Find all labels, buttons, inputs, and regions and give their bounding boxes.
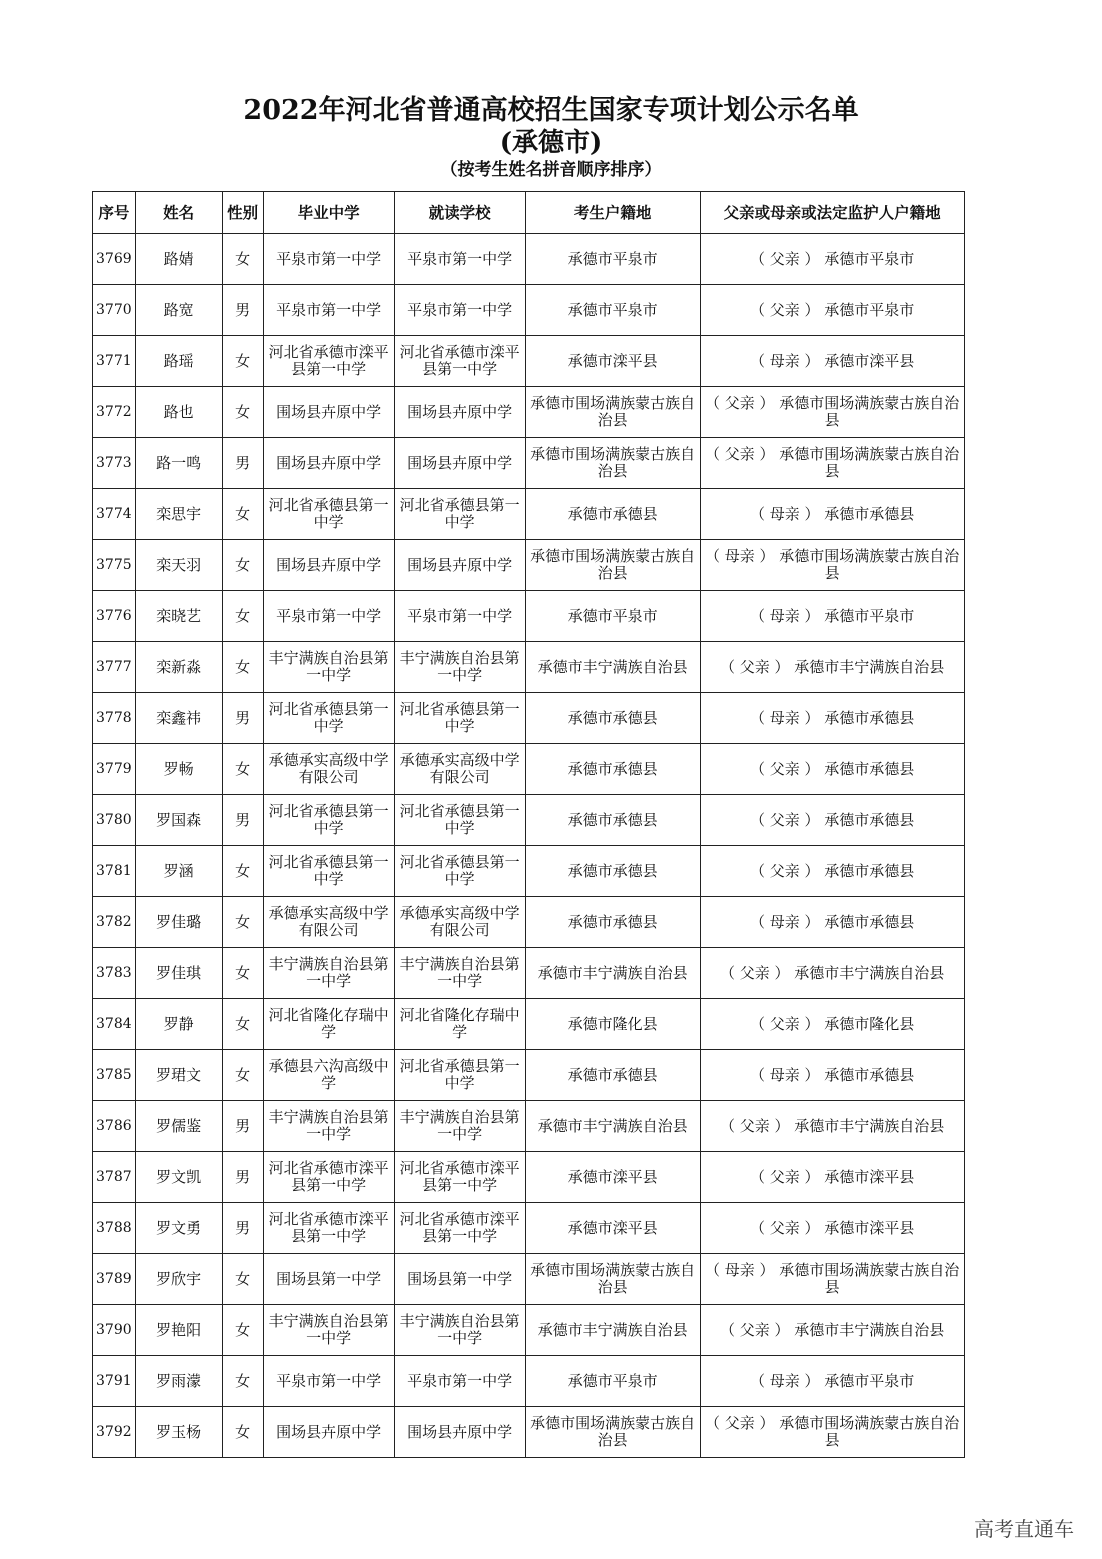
- table-row: [93, 744, 965, 795]
- cell-seq: 3788: [93, 1203, 136, 1254]
- cell-parent-hukou: （ 父亲 ） 承德市滦平县: [700, 1203, 964, 1254]
- cell-parent-hukou: （ 父亲 ） 承德市平泉市: [700, 234, 964, 285]
- cell-seq: 3773: [93, 438, 136, 489]
- cell-current-school: 平泉市第一中学: [394, 591, 525, 642]
- table-row: [93, 591, 965, 642]
- cell-hukou: 承德市丰宁满族自治县: [525, 948, 700, 999]
- cell-current-school: 围场县卉原中学: [394, 387, 525, 438]
- cell-name: 罗艳阳: [135, 1305, 222, 1356]
- cell-graduated-school: 丰宁满族自治县第一中学: [263, 948, 394, 999]
- cell-graduated-school: 河北省承德市滦平县第一中学: [263, 336, 394, 387]
- cell-parent-hukou: （ 父亲 ） 承德市围场满族蒙古族自治县: [700, 438, 964, 489]
- cell-gender: 女: [222, 489, 263, 540]
- cell-parent-hukou: （ 父亲 ） 承德市平泉市: [700, 285, 964, 336]
- header-gender: 性别: [222, 192, 263, 234]
- cell-current-school: 河北省承德县第一中学: [394, 693, 525, 744]
- cell-current-school: 河北省承德市滦平县第一中学: [394, 1203, 525, 1254]
- cell-name: 罗欣宇: [135, 1254, 222, 1305]
- cell-name: 罗文凯: [135, 1152, 222, 1203]
- table-row: [93, 438, 965, 489]
- cell-current-school: 丰宁满族自治县第一中学: [394, 1305, 525, 1356]
- cell-current-school: 围场县第一中学: [394, 1254, 525, 1305]
- cell-hukou: 承德市承德县: [525, 693, 700, 744]
- cell-current-school: 承德承实高级中学有限公司: [394, 897, 525, 948]
- table-row: [93, 795, 965, 846]
- cell-parent-hukou: （ 父亲 ） 承德市丰宁满族自治县: [700, 642, 964, 693]
- cell-name: 罗珺文: [135, 1050, 222, 1101]
- cell-seq: 3776: [93, 591, 136, 642]
- cell-current-school: 承德承实高级中学有限公司: [394, 744, 525, 795]
- cell-graduated-school: 平泉市第一中学: [263, 591, 394, 642]
- cell-seq: 3782: [93, 897, 136, 948]
- cell-name: 罗畅: [135, 744, 222, 795]
- cell-parent-hukou: （ 父亲 ） 承德市丰宁满族自治县: [700, 1305, 964, 1356]
- header-hukou: 考生户籍地: [525, 192, 700, 234]
- cell-seq: 3785: [93, 1050, 136, 1101]
- cell-hukou: 承德市承德县: [525, 489, 700, 540]
- cell-gender: 男: [222, 795, 263, 846]
- cell-parent-hukou: （ 母亲 ） 承德市滦平县: [700, 336, 964, 387]
- cell-parent-hukou: （ 父亲 ） 承德市隆化县: [700, 999, 964, 1050]
- cell-current-school: 丰宁满族自治县第一中学: [394, 642, 525, 693]
- cell-seq: 3780: [93, 795, 136, 846]
- cell-gender: 女: [222, 1407, 263, 1458]
- cell-hukou: 承德市丰宁满族自治县: [525, 642, 700, 693]
- cell-graduated-school: 丰宁满族自治县第一中学: [263, 1305, 394, 1356]
- header-current-school: 就读学校: [394, 192, 525, 234]
- header-name: 姓名: [135, 192, 222, 234]
- cell-gender: 男: [222, 1203, 263, 1254]
- cell-seq: 3783: [93, 948, 136, 999]
- cell-hukou: 承德市围场满族蒙古族自治县: [525, 540, 700, 591]
- cell-gender: 女: [222, 846, 263, 897]
- cell-current-school: 河北省承德市滦平县第一中学: [394, 336, 525, 387]
- cell-hukou: 承德市承德县: [525, 897, 700, 948]
- cell-name: 罗涵: [135, 846, 222, 897]
- watermark-footer: 高考直通车: [974, 1517, 1074, 1541]
- cell-name: 栾鑫祎: [135, 693, 222, 744]
- table-row: [93, 999, 965, 1050]
- cell-current-school: 河北省承德县第一中学: [394, 795, 525, 846]
- cell-graduated-school: 河北省承德县第一中学: [263, 795, 394, 846]
- cell-name: 罗雨濛: [135, 1356, 222, 1407]
- cell-seq: 3789: [93, 1254, 136, 1305]
- cell-seq: 3774: [93, 489, 136, 540]
- cell-hukou: 承德市围场满族蒙古族自治县: [525, 387, 700, 438]
- cell-graduated-school: 河北省隆化存瑞中学: [263, 999, 394, 1050]
- cell-parent-hukou: （ 母亲 ） 承德市承德县: [700, 489, 964, 540]
- cell-seq: 3771: [93, 336, 136, 387]
- cell-graduated-school: 围场县卉原中学: [263, 387, 394, 438]
- cell-seq: 3769: [93, 234, 136, 285]
- cell-hukou: 承德市平泉市: [525, 1356, 700, 1407]
- cell-graduated-school: 河北省承德市滦平县第一中学: [263, 1203, 394, 1254]
- cell-parent-hukou: （ 父亲 ） 承德市承德县: [700, 795, 964, 846]
- cell-gender: 女: [222, 642, 263, 693]
- cell-graduated-school: 平泉市第一中学: [263, 1356, 394, 1407]
- document-title: 2022年河北省普通高校招生国家专项计划公示名单: [243, 95, 859, 126]
- cell-gender: 女: [222, 897, 263, 948]
- header-seq: 序号: [93, 192, 136, 234]
- cell-graduated-school: 丰宁满族自治县第一中学: [263, 1101, 394, 1152]
- cell-hukou: 承德市围场满族蒙古族自治县: [525, 1254, 700, 1305]
- cell-gender: 女: [222, 234, 263, 285]
- cell-name: 栾晓艺: [135, 591, 222, 642]
- table-header-row: [93, 192, 965, 234]
- cell-seq: 3784: [93, 999, 136, 1050]
- sort-note: （按考生姓名拼音顺序排序）: [440, 160, 662, 180]
- header-graduated-school: 毕业中学: [263, 192, 394, 234]
- cell-graduated-school: 围场县第一中学: [263, 1254, 394, 1305]
- cell-name: 路婧: [135, 234, 222, 285]
- document-subtitle: (承德市): [499, 128, 603, 158]
- table-row: [93, 1254, 965, 1305]
- cell-hukou: 承德市围场满族蒙古族自治县: [525, 438, 700, 489]
- cell-gender: 女: [222, 1356, 263, 1407]
- cell-name: 罗佳璐: [135, 897, 222, 948]
- cell-hukou: 承德市承德县: [525, 846, 700, 897]
- cell-current-school: 河北省承德县第一中学: [394, 846, 525, 897]
- cell-hukou: 承德市平泉市: [525, 234, 700, 285]
- cell-graduated-school: 承德承实高级中学有限公司: [263, 897, 394, 948]
- cell-hukou: 承德市承德县: [525, 744, 700, 795]
- cell-parent-hukou: （ 母亲 ） 承德市平泉市: [700, 1356, 964, 1407]
- table-row: [93, 1101, 965, 1152]
- cell-hukou: 承德市平泉市: [525, 285, 700, 336]
- table-row: [93, 642, 965, 693]
- cell-current-school: 围场县卉原中学: [394, 438, 525, 489]
- cell-parent-hukou: （ 父亲 ） 承德市承德县: [700, 744, 964, 795]
- cell-graduated-school: 丰宁满族自治县第一中学: [263, 642, 394, 693]
- table-row: [93, 948, 965, 999]
- cell-parent-hukou: （ 父亲 ） 承德市承德县: [700, 846, 964, 897]
- cell-current-school: 丰宁满族自治县第一中学: [394, 948, 525, 999]
- cell-name: 路也: [135, 387, 222, 438]
- cell-name: 栾思宇: [135, 489, 222, 540]
- cell-hukou: 承德市承德县: [525, 1050, 700, 1101]
- cell-gender: 女: [222, 744, 263, 795]
- student-list-table: [92, 191, 965, 1458]
- cell-parent-hukou: （ 父亲 ） 承德市围场满族蒙古族自治县: [700, 387, 964, 438]
- cell-name: 罗静: [135, 999, 222, 1050]
- cell-seq: 3775: [93, 540, 136, 591]
- cell-parent-hukou: （ 母亲 ） 承德市平泉市: [700, 591, 964, 642]
- cell-current-school: 平泉市第一中学: [394, 1356, 525, 1407]
- cell-hukou: 承德市承德县: [525, 795, 700, 846]
- cell-hukou: 承德市围场满族蒙古族自治县: [525, 1407, 700, 1458]
- cell-gender: 男: [222, 285, 263, 336]
- cell-name: 罗玉杨: [135, 1407, 222, 1458]
- cell-parent-hukou: （ 母亲 ） 承德市承德县: [700, 897, 964, 948]
- cell-current-school: 河北省承德县第一中学: [394, 489, 525, 540]
- cell-seq: 3770: [93, 285, 136, 336]
- cell-hukou: 承德市滦平县: [525, 336, 700, 387]
- cell-gender: 男: [222, 1152, 263, 1203]
- cell-seq: 3792: [93, 1407, 136, 1458]
- cell-hukou: 承德市隆化县: [525, 999, 700, 1050]
- cell-seq: 3777: [93, 642, 136, 693]
- cell-gender: 女: [222, 387, 263, 438]
- cell-graduated-school: 河北省承德县第一中学: [263, 489, 394, 540]
- table-row: [93, 1407, 965, 1458]
- cell-name: 路瑶: [135, 336, 222, 387]
- cell-current-school: 河北省隆化存瑞中学: [394, 999, 525, 1050]
- cell-graduated-school: 河北省承德县第一中学: [263, 846, 394, 897]
- cell-name: 栾天羽: [135, 540, 222, 591]
- cell-hukou: 承德市平泉市: [525, 591, 700, 642]
- table-row: [93, 285, 965, 336]
- cell-name: 栾新淼: [135, 642, 222, 693]
- cell-seq: 3787: [93, 1152, 136, 1203]
- cell-hukou: 承德市丰宁满族自治县: [525, 1101, 700, 1152]
- cell-seq: 3790: [93, 1305, 136, 1356]
- cell-seq: 3779: [93, 744, 136, 795]
- cell-current-school: 丰宁满族自治县第一中学: [394, 1101, 525, 1152]
- cell-graduated-school: 围场县卉原中学: [263, 540, 394, 591]
- cell-name: 罗国森: [135, 795, 222, 846]
- cell-gender: 女: [222, 540, 263, 591]
- cell-parent-hukou: （ 父亲 ） 承德市围场满族蒙古族自治县: [700, 1407, 964, 1458]
- cell-current-school: 围场县卉原中学: [394, 540, 525, 591]
- cell-gender: 男: [222, 693, 263, 744]
- table-row: [93, 387, 965, 438]
- table-body: [93, 234, 965, 1458]
- cell-name: 罗儒鉴: [135, 1101, 222, 1152]
- table-row: [93, 234, 965, 285]
- table-row: [93, 1203, 965, 1254]
- table-row: [93, 1050, 965, 1101]
- cell-gender: 男: [222, 1101, 263, 1152]
- cell-graduated-school: 承德承实高级中学有限公司: [263, 744, 394, 795]
- table-row: [93, 336, 965, 387]
- table-row: [93, 1305, 965, 1356]
- cell-hukou: 承德市丰宁满族自治县: [525, 1305, 700, 1356]
- cell-current-school: 平泉市第一中学: [394, 234, 525, 285]
- cell-name: 路一鸣: [135, 438, 222, 489]
- cell-parent-hukou: （ 母亲 ） 承德市承德县: [700, 693, 964, 744]
- cell-name: 罗文勇: [135, 1203, 222, 1254]
- cell-parent-hukou: （ 父亲 ） 承德市滦平县: [700, 1152, 964, 1203]
- cell-current-school: 河北省承德县第一中学: [394, 1050, 525, 1101]
- cell-seq: 3778: [93, 693, 136, 744]
- cell-name: 罗佳琪: [135, 948, 222, 999]
- cell-parent-hukou: （ 母亲 ） 承德市围场满族蒙古族自治县: [700, 1254, 964, 1305]
- cell-gender: 女: [222, 948, 263, 999]
- table-row: [93, 489, 965, 540]
- cell-graduated-school: 河北省承德县第一中学: [263, 693, 394, 744]
- cell-parent-hukou: （ 父亲 ） 承德市丰宁满族自治县: [700, 1101, 964, 1152]
- cell-graduated-school: 河北省承德市滦平县第一中学: [263, 1152, 394, 1203]
- cell-parent-hukou: （ 母亲 ） 承德市围场满族蒙古族自治县: [700, 540, 964, 591]
- cell-parent-hukou: （ 母亲 ） 承德市承德县: [700, 1050, 964, 1101]
- cell-graduated-school: 平泉市第一中学: [263, 234, 394, 285]
- table-row: [93, 1152, 965, 1203]
- cell-parent-hukou: （ 父亲 ） 承德市丰宁满族自治县: [700, 948, 964, 999]
- cell-graduated-school: 承德县六沟高级中学: [263, 1050, 394, 1101]
- cell-current-school: 围场县卉原中学: [394, 1407, 525, 1458]
- cell-gender: 女: [222, 999, 263, 1050]
- cell-gender: 女: [222, 1254, 263, 1305]
- table-row: [93, 1356, 965, 1407]
- cell-name: 路宽: [135, 285, 222, 336]
- header-parent-hukou: 父亲或母亲或法定监护人户籍地: [700, 192, 964, 234]
- cell-gender: 女: [222, 336, 263, 387]
- cell-seq: 3786: [93, 1101, 136, 1152]
- cell-hukou: 承德市滦平县: [525, 1152, 700, 1203]
- cell-seq: 3772: [93, 387, 136, 438]
- cell-graduated-school: 围场县卉原中学: [263, 1407, 394, 1458]
- cell-current-school: 平泉市第一中学: [394, 285, 525, 336]
- cell-current-school: 河北省承德市滦平县第一中学: [394, 1152, 525, 1203]
- table-row: [93, 693, 965, 744]
- cell-graduated-school: 围场县卉原中学: [263, 438, 394, 489]
- cell-gender: 女: [222, 591, 263, 642]
- table-row: [93, 540, 965, 591]
- cell-graduated-school: 平泉市第一中学: [263, 285, 394, 336]
- cell-seq: 3781: [93, 846, 136, 897]
- cell-gender: 女: [222, 1050, 263, 1101]
- cell-gender: 女: [222, 1305, 263, 1356]
- table-row: [93, 846, 965, 897]
- cell-gender: 男: [222, 438, 263, 489]
- cell-seq: 3791: [93, 1356, 136, 1407]
- cell-hukou: 承德市滦平县: [525, 1203, 700, 1254]
- table-row: [93, 897, 965, 948]
